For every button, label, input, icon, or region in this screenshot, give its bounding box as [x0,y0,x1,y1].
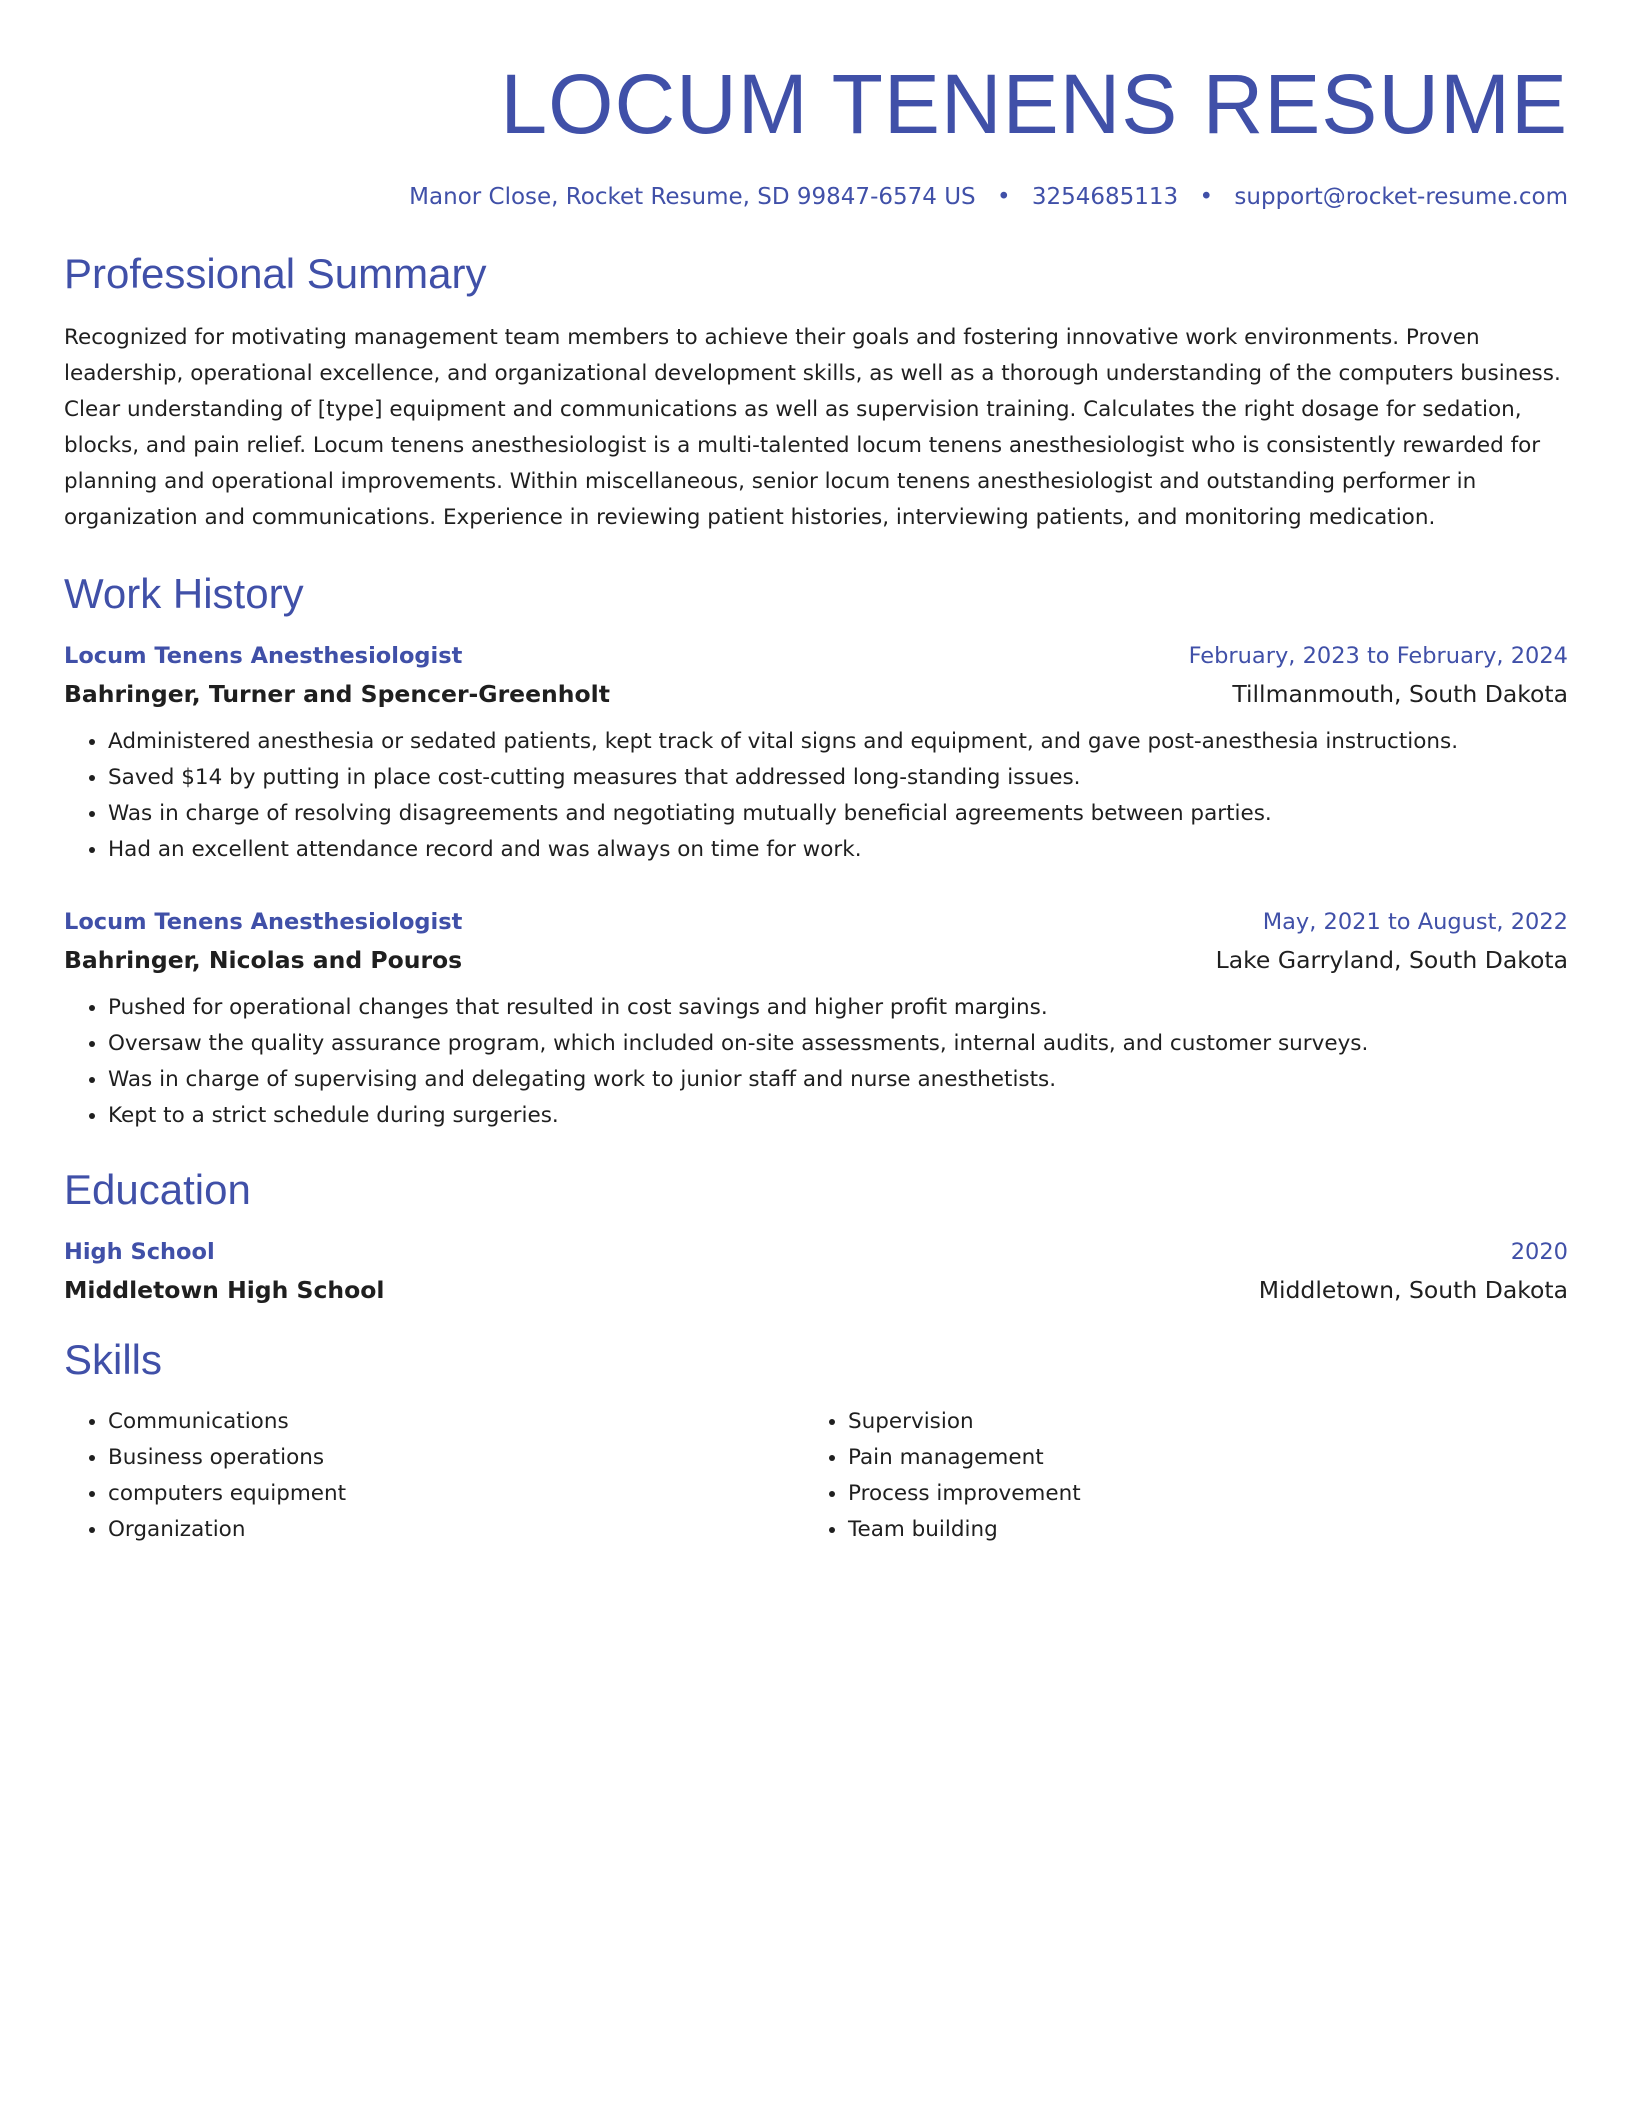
job-location: Lake Garryland, South Dakota [1215,946,1568,974]
skill-item: • Pain management [848,1440,1544,1476]
summary-section [64,248,1568,536]
job-bullets [64,724,1568,868]
contact-phone: 3254685113 [1031,184,1179,210]
job-location: Tillmanmouth, South Dakota [1232,680,1568,708]
contact-separator: • [996,184,1011,210]
skills-list-right [804,1404,1544,1548]
skill-item: • Business operations [108,1440,804,1476]
job-title: Locum Tenens Anesthesiologist [64,643,463,669]
contact-separator: • [1199,184,1214,210]
section-heading-work-history: Work History [64,570,304,617]
skill-item: • Communications [108,1404,804,1440]
section-heading-summary: Professional Summary [64,250,487,297]
work-history-section [64,568,1568,1134]
job-dates: May, 2021 to August, 2022 [1262,909,1568,935]
contact-line [64,182,1568,212]
job-company: Bahringer, Turner and Spencer-Greenholt [64,680,610,708]
section-heading-skills: Skills [64,1336,163,1383]
skill-item: • computers equipment [108,1476,804,1512]
job-bullets [64,990,1568,1134]
skills-section [64,1334,1568,1548]
skill-item: • Process improvement [848,1476,1544,1512]
education-school: Middletown High School [64,1276,385,1304]
job-bullet: • Oversaw the quality assurance program, which included on-site assessments, internal audits, and customer surveys. [108,1026,1568,1062]
resume-header [64,56,1568,212]
job-bullet: • Had an excellent attendance record and was always on time for work. [108,832,1568,868]
job-company-row [64,678,1568,710]
job-entry [64,906,1568,1134]
job-title: Locum Tenens Anesthesiologist [64,909,463,935]
job-bullet: • Was in charge of resolving disagreements and negotiating mutually beneficial agreements between parties. [108,796,1568,832]
education-degree: High School [64,1239,215,1265]
education-year: 2020 [1510,1239,1568,1265]
job-dates: February, 2023 to February, 2024 [1188,643,1568,669]
education-section [64,1164,1568,1306]
job-company-row [64,944,1568,976]
education-location: Middletown, South Dakota [1258,1276,1568,1304]
job-bullet: • Pushed for operational changes that resulted in cost savings and higher profit margins. [108,990,1568,1026]
skills-columns [64,1404,1568,1548]
contact-email: support@rocket-resume.com [1234,184,1568,210]
job-bullet: • Administered anesthesia or sedated patients, kept track of vital signs and equipment, and gave post-anesthesia instructions. [108,724,1568,760]
skill-item: • Supervision [848,1404,1544,1440]
job-entry [64,640,1568,868]
resume-title: LOCUM TENENS RESUME [500,57,1568,151]
job-bullet: • Kept to a strict schedule during surgeries. [108,1098,1568,1134]
education-school-row [64,1274,1568,1306]
job-company: Bahringer, Nicolas and Pouros [64,946,463,974]
education-entry [64,1236,1568,1306]
education-header-row [64,1236,1568,1268]
skills-list-left [64,1404,804,1548]
contact-address: Manor Close, Rocket Resume, SD 99847-6574 US [409,184,976,210]
job-header-row [64,906,1568,938]
job-bullet: • Was in charge of supervising and delegating work to junior staff and nurse anesthetists. [108,1062,1568,1098]
job-bullet: • Saved $14 by putting in place cost-cutting measures that addressed long-standing issues. [108,760,1568,796]
job-header-row [64,640,1568,672]
skill-item: • Team building [848,1512,1544,1548]
summary-text: Recognized for motivating management team members to achieve their goals and fostering innovative work environments. Proven leadership, operational excellence, and organizational development skills, as well as a thorough understanding of the computers business. Clear understanding of [type] equipment and communications as well as supervision training. Calculates the right dosage for sedation, blocks, and pain relief. Locum tenens anesthesiologist is a multi-talented locum tenens anesthesiologist who is consistently rewarded for planning and operational improvements. Within miscellaneous, senior locum tenens anesthesiologist and outstanding performer in organization and communications. Experience in reviewing patient histories, interviewing patients, and monitoring medication. [64,325,1561,530]
skill-item: • Organization [108,1512,804,1548]
section-heading-education: Education [64,1166,251,1213]
